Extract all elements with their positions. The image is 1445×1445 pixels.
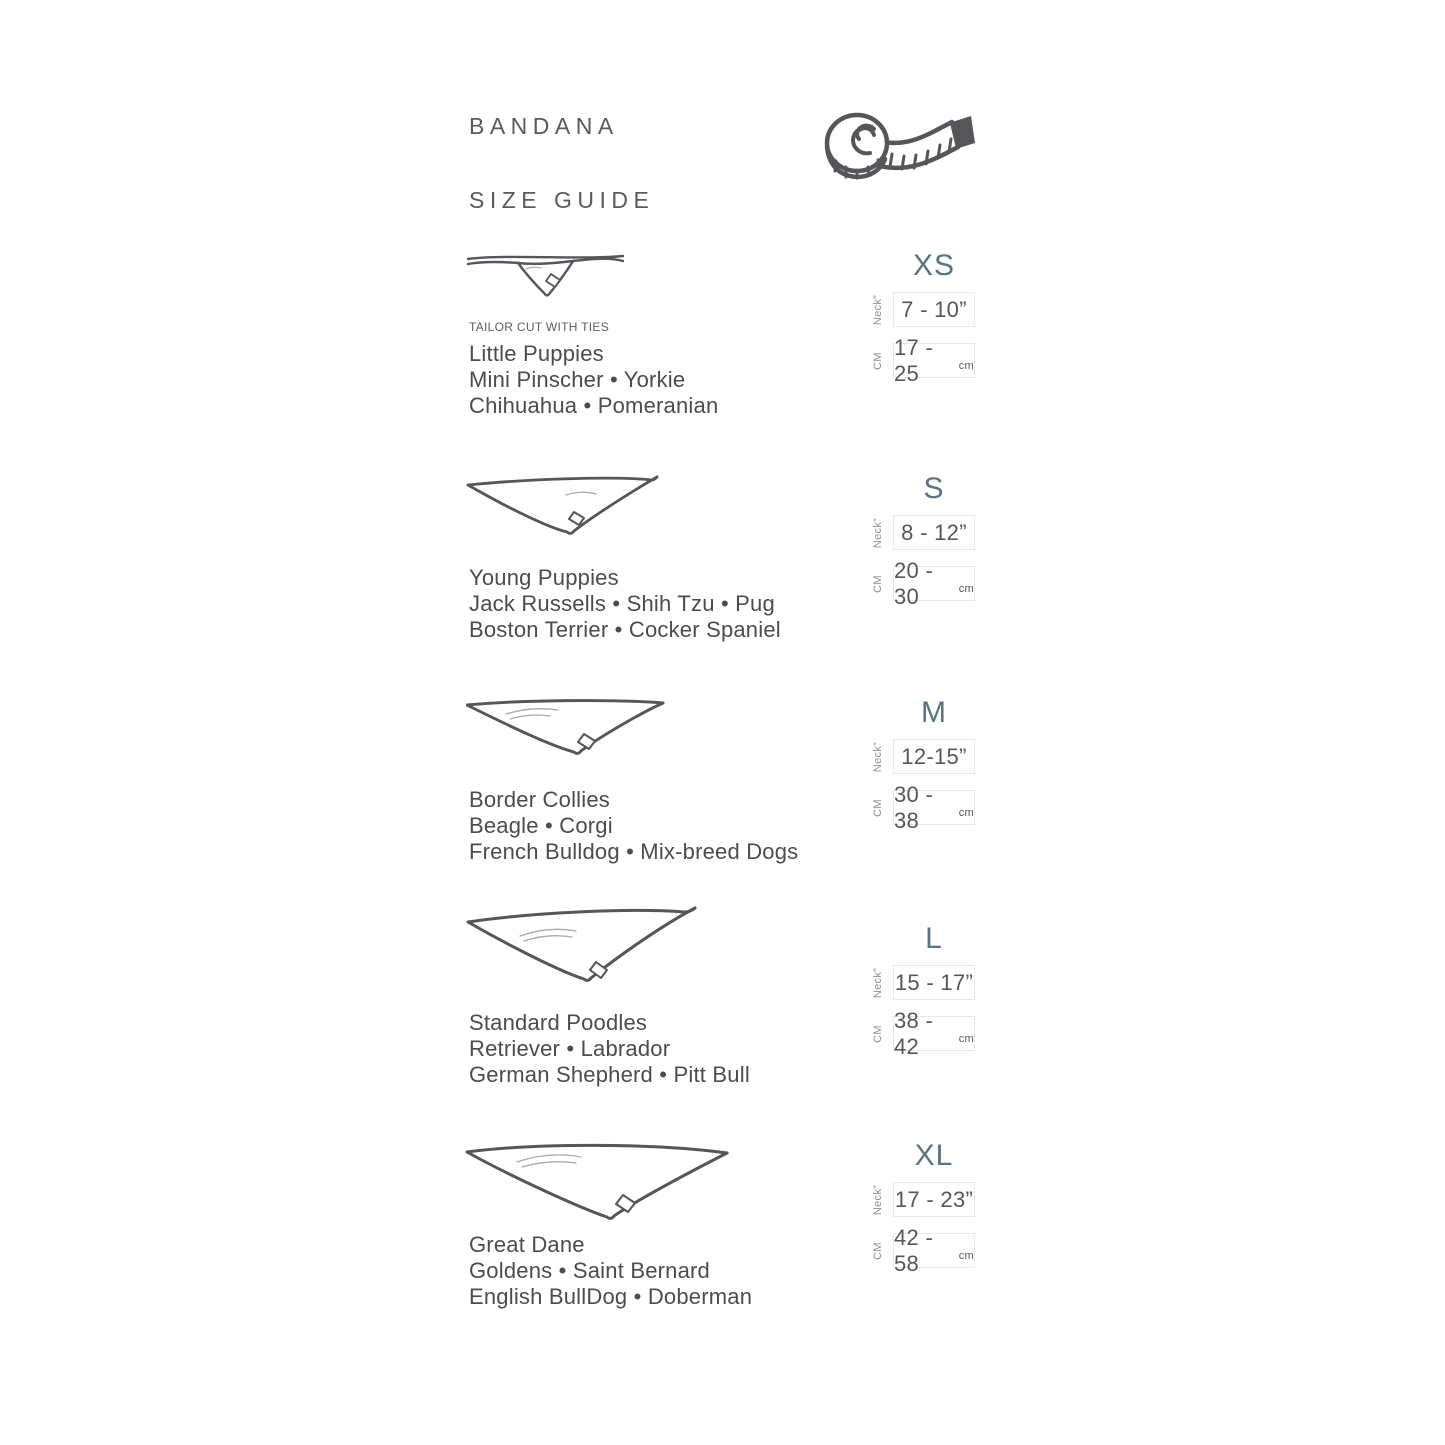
breed-line: Little Puppies [469, 341, 604, 366]
size-label: L [925, 922, 943, 955]
size-section-xs-text [469, 320, 718, 419]
title-line-1: BANDANA [469, 113, 619, 139]
size-section-m-text [469, 787, 798, 865]
neck-range-value: 8 - 12” [901, 519, 967, 545]
neck-unit-label: Neck” [872, 741, 884, 772]
size-label: M [921, 696, 947, 729]
bandana-m-illustration [466, 698, 668, 760]
bandana-s-illustration [466, 474, 660, 538]
neck-range-box [893, 292, 975, 327]
cm-range-box [893, 334, 975, 386]
breed-line: Mini Pinscher • Yorkie [469, 367, 686, 392]
neck-range-value: 17 - 23” [894, 1186, 974, 1212]
size-section-xl-text [469, 1232, 752, 1310]
neck-range-value: 7 - 10” [901, 296, 967, 322]
neck-range-value: 15 - 17” [894, 969, 974, 995]
neck-measurement-row [863, 739, 975, 774]
cm-range-box [893, 557, 975, 609]
cm-measurement-row [863, 1224, 975, 1276]
size-label: S [923, 472, 945, 505]
breed-line: Jack Russells • Shih Tzu • Pug [469, 591, 775, 616]
tailor-cut-caption: TAILOR CUT WITH TIES [469, 320, 610, 334]
cm-unit-label: CM [872, 1241, 884, 1260]
neck-measurement-row [863, 965, 975, 1000]
cm-unit-suffix: cm [958, 360, 974, 372]
cm-range-box [893, 1224, 975, 1276]
breed-line: Boston Terrier • Cocker Spaniel [469, 617, 781, 642]
cm-measurement-row [863, 781, 975, 833]
breed-line: Beagle • Corgi [469, 813, 613, 838]
breed-line: Standard Poodles [469, 1010, 648, 1035]
neck-unit-label: Neck” [872, 517, 884, 548]
page-title [469, 108, 654, 219]
size-label: XL [914, 1139, 954, 1172]
neck-range-box [893, 739, 975, 774]
cm-unit-label: CM [872, 574, 884, 593]
neck-unit-label: Neck” [872, 1184, 884, 1215]
breed-line: Border Collies [469, 787, 610, 812]
cm-range-value: 17 - 25 [894, 334, 934, 386]
breed-line: German Shepherd • Pitt Bull [469, 1062, 750, 1087]
neck-range-box [893, 515, 975, 550]
cm-unit-label: CM [872, 351, 884, 370]
cm-unit-label: CM [872, 1024, 884, 1043]
cm-unit-suffix: cm [958, 1250, 974, 1262]
cm-unit-suffix: cm [958, 1033, 974, 1045]
size-measurements-xl [863, 1138, 975, 1284]
cm-range-value: 30 - 38 [894, 781, 934, 833]
bandana-l-illustration [466, 906, 700, 986]
cm-measurement-row [863, 334, 975, 386]
cm-measurement-row [863, 557, 975, 609]
breed-line: Great Dane [469, 1232, 585, 1257]
breed-line: Goldens • Saint Bernard [469, 1258, 710, 1283]
size-measurements-l [863, 921, 975, 1067]
bandana-xl-illustration [465, 1140, 732, 1224]
neck-range-box [893, 1182, 975, 1217]
breed-line: Young Puppies [469, 565, 619, 590]
neck-measurement-row [863, 515, 975, 550]
cm-measurement-row [863, 1007, 975, 1059]
title-line-2: SIZE GUIDE [469, 187, 655, 213]
cm-unit-suffix: cm [958, 807, 974, 819]
bandana-xs-illustration [466, 250, 624, 302]
neck-range-value: 12-15” [901, 743, 967, 769]
size-section-l-text [469, 1010, 750, 1088]
cm-range-value: 20 - 30 [894, 557, 934, 609]
cm-range-box [893, 1007, 975, 1059]
cm-unit-label: CM [872, 798, 884, 817]
cm-range-box [893, 781, 975, 833]
breed-line: Chihuahua • Pomeranian [469, 393, 719, 418]
size-section-s-text [469, 565, 781, 643]
neck-unit-label: Neck” [872, 294, 884, 325]
measuring-tape-icon [812, 103, 978, 193]
breed-line: French Bulldog • Mix-breed Dogs [469, 839, 799, 864]
cm-range-value: 38 - 42 [894, 1007, 934, 1059]
breed-line: English BullDog • Doberman [469, 1284, 753, 1309]
size-measurements-xs [863, 248, 975, 394]
measuring-tape-icon-svg [812, 103, 978, 193]
neck-measurement-row [863, 1182, 975, 1217]
neck-range-box [893, 965, 975, 1000]
neck-measurement-row [863, 292, 975, 327]
size-measurements-m [863, 695, 975, 841]
breed-line: Retriever • Labrador [469, 1036, 671, 1061]
size-measurements-s [863, 471, 975, 617]
size-label: XS [912, 249, 956, 282]
neck-unit-label: Neck” [872, 967, 884, 998]
cm-range-value: 42 - 58 [894, 1224, 934, 1276]
cm-unit-suffix: cm [958, 583, 974, 595]
